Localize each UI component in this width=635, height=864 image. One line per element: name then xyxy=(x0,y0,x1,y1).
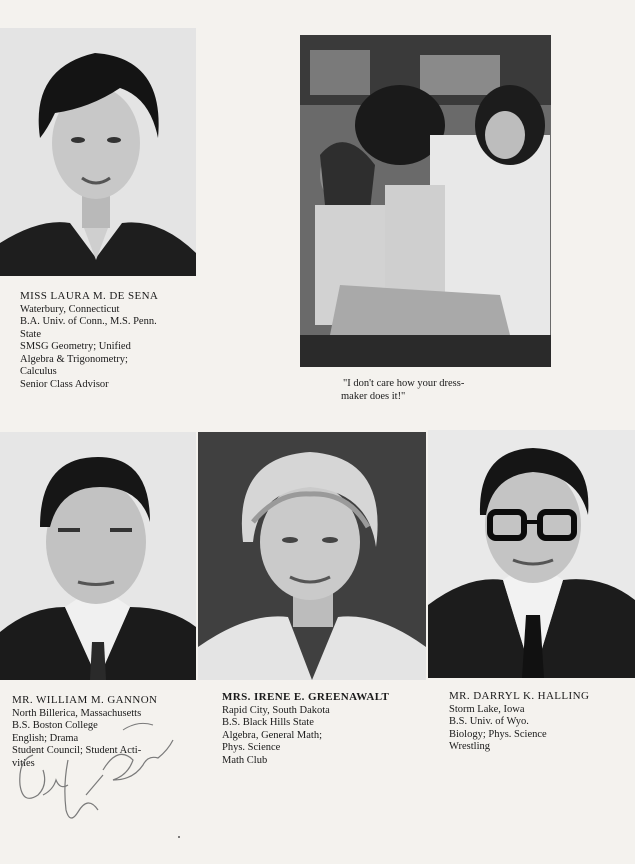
page-speck xyxy=(178,836,180,838)
candid-caption-line: maker does it!" xyxy=(341,391,406,402)
teacher-name: MISS LAURA M. DE SENA xyxy=(20,290,159,302)
teacher-name: MR. WILLIAM M. GANNON xyxy=(12,694,158,706)
caption-halling xyxy=(449,690,589,754)
caption-line: Senior Class Advisor xyxy=(20,378,109,390)
portrait-de-sena xyxy=(0,28,196,276)
portrait-gannon xyxy=(0,432,196,680)
caption-line: Biology; Phys. Science xyxy=(449,728,547,740)
caption-de-sena xyxy=(20,290,158,391)
candid-caption xyxy=(343,377,464,403)
caption-line: Phys. Science xyxy=(222,742,281,753)
caption-line: B.S. Boston College xyxy=(12,720,98,731)
portrait-halling xyxy=(428,430,635,678)
caption-line: Rapid City, South Dakota xyxy=(222,704,330,716)
portrait-greenawalt xyxy=(198,432,426,680)
caption-line: SMSG Geometry; Unified xyxy=(20,341,131,352)
caption-line: Algebra & Trigonometry; xyxy=(20,353,128,365)
caption-greenawalt xyxy=(222,691,389,767)
caption-line: vities xyxy=(12,757,35,769)
caption-line: Storm Lake, Iowa xyxy=(449,703,525,715)
candid-caption-line: "I don't care how your dress- xyxy=(343,378,465,389)
caption-line: Calculus xyxy=(20,366,57,377)
caption-line: Algebra, General Math; xyxy=(222,729,323,741)
caption-line: State xyxy=(20,328,41,340)
caption-line: Math Club xyxy=(222,754,268,766)
caption-line: B.S. Black Hills State xyxy=(222,717,314,728)
caption-line: Waterbury, Connecticut xyxy=(20,303,120,315)
teacher-name: MR. DARRYL K. HALLING xyxy=(449,690,590,702)
caption-line: English; Drama xyxy=(12,732,79,744)
caption-gannon xyxy=(12,694,157,770)
caption-line: North Billerica, Massachusetts xyxy=(12,707,142,719)
teacher-name: MRS. IRENE E. GREENAWALT xyxy=(222,691,390,703)
caption-line: Student Council; Student Acti- xyxy=(12,745,142,756)
caption-line: B.S. Univ. of Wyo. xyxy=(449,716,529,727)
caption-line: Wrestling xyxy=(449,741,490,752)
candid-classroom-photo xyxy=(300,35,551,367)
caption-line: B.A. Univ. of Conn., M.S. Penn. xyxy=(20,316,157,327)
